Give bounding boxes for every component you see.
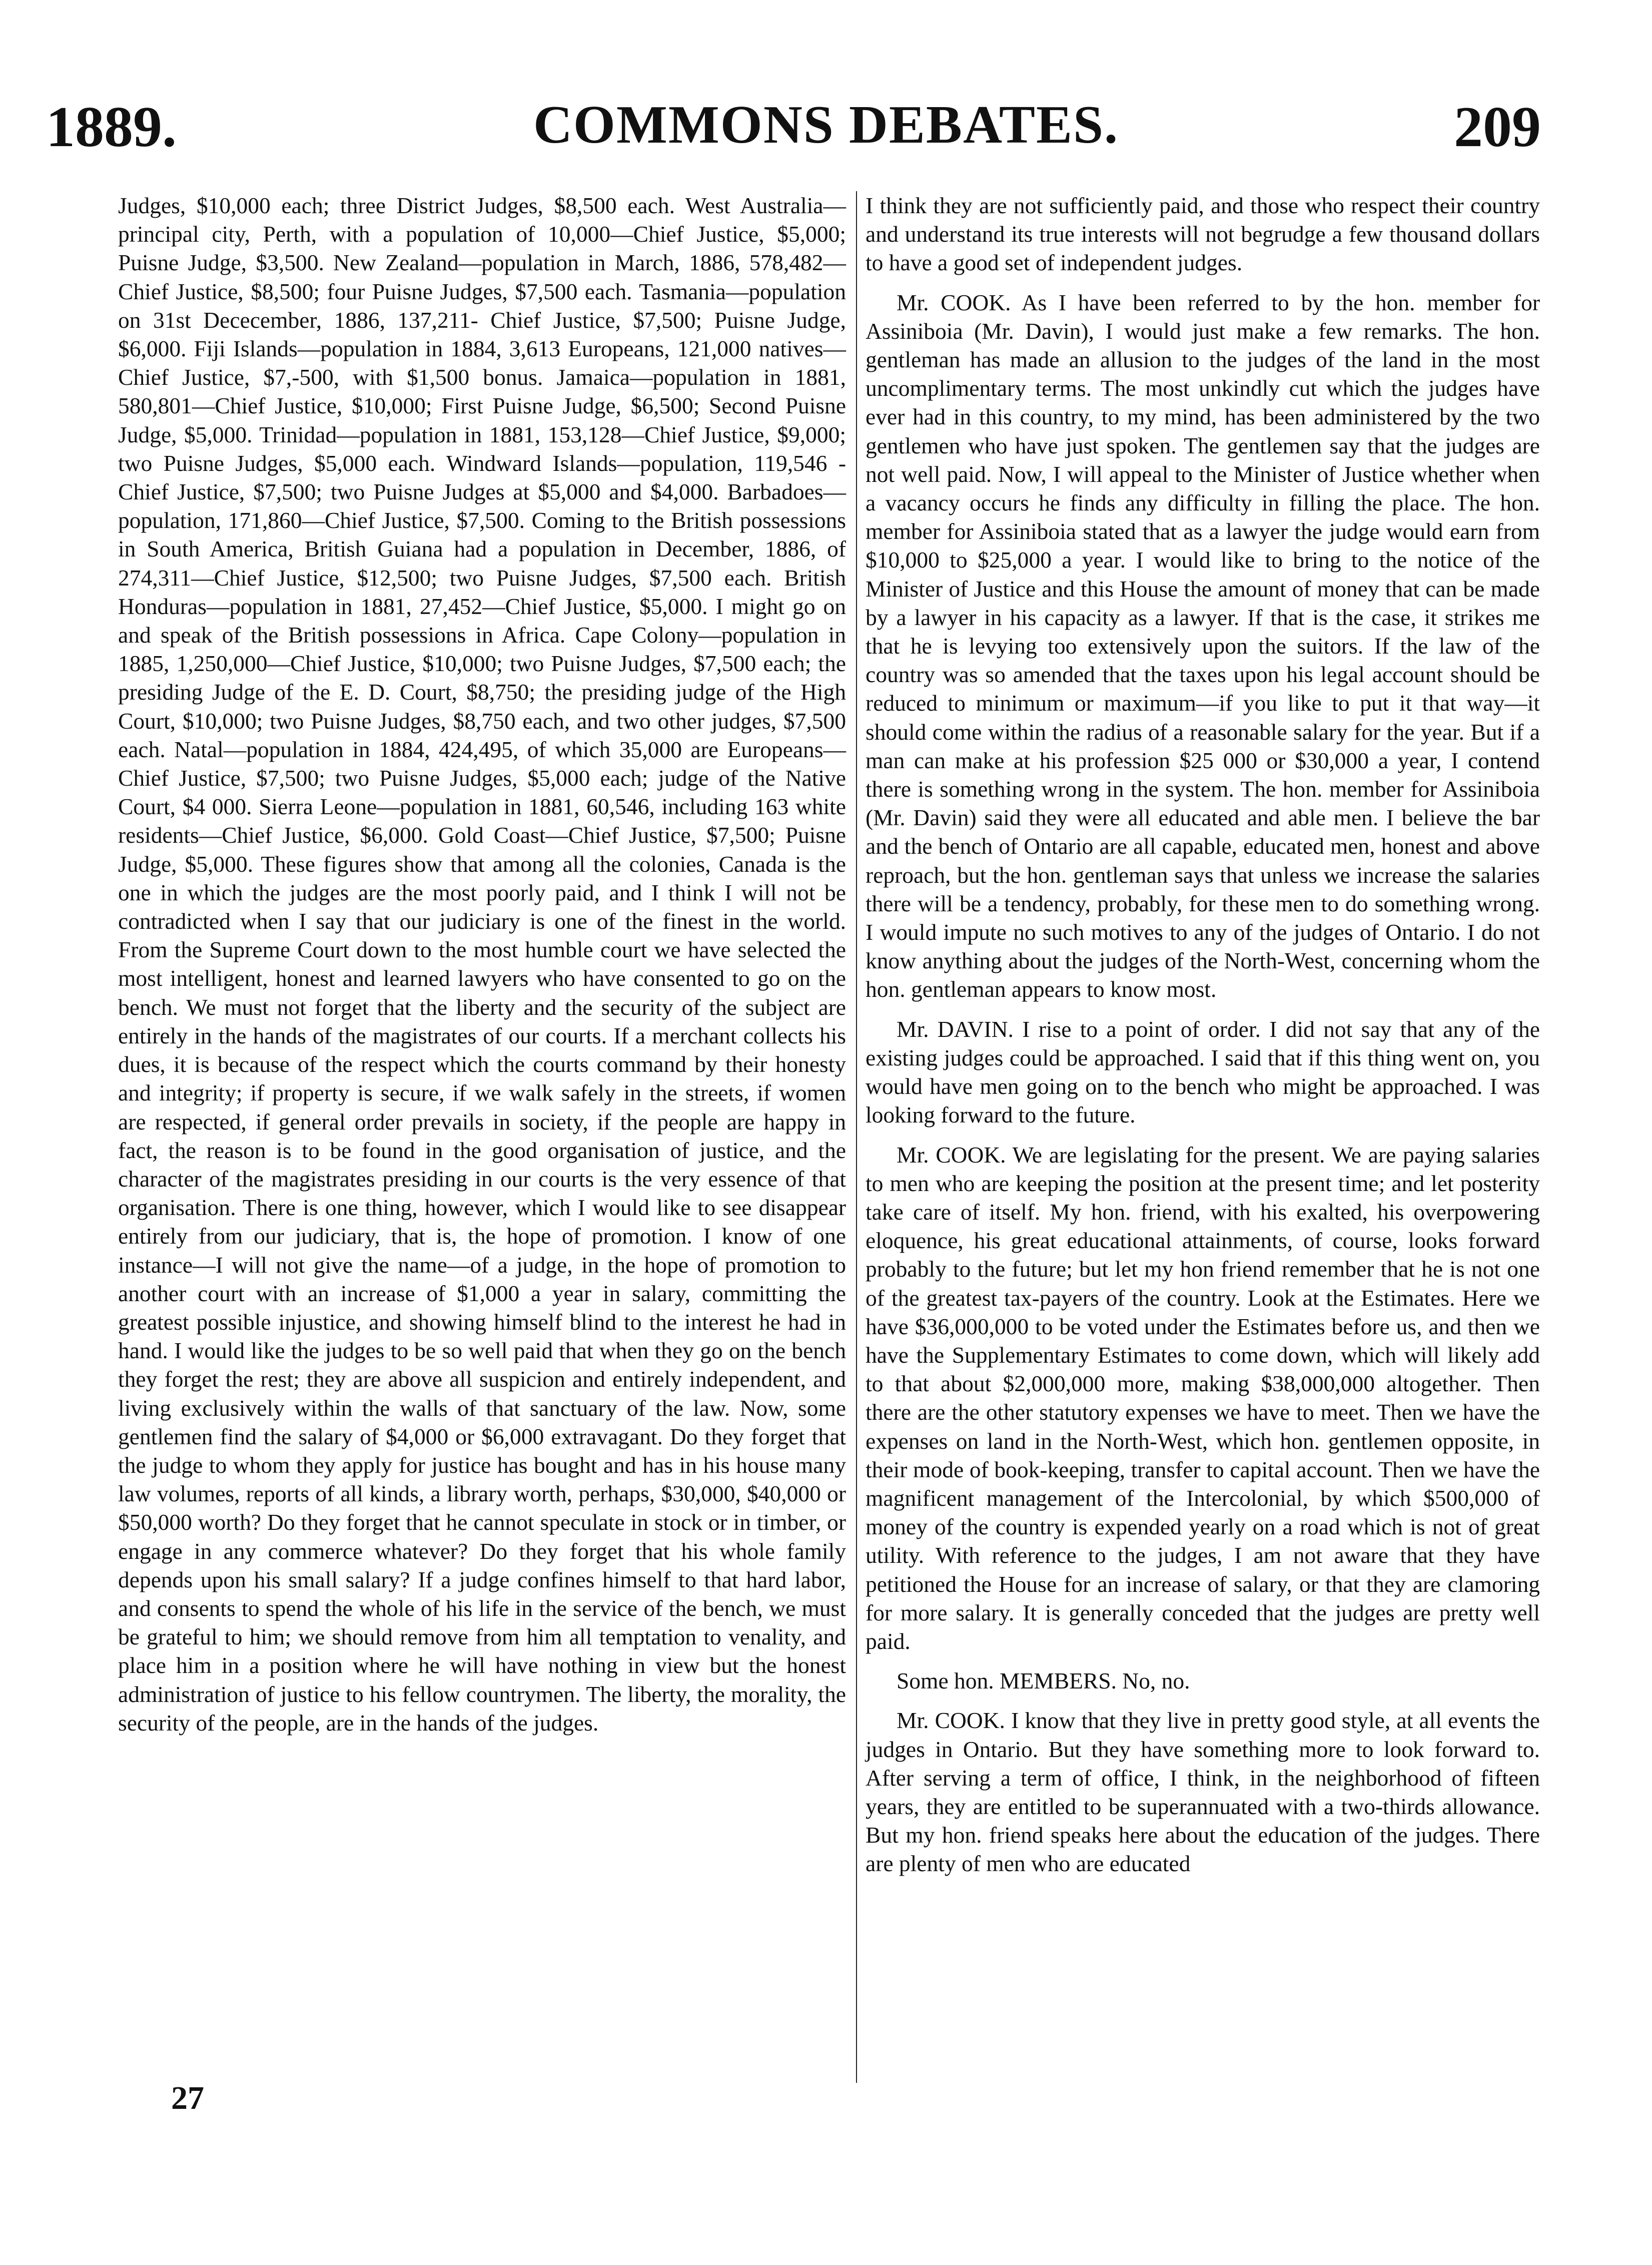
header-page-number: 209 [1454,95,1541,159]
right-paragraph-continuation: I think they are not sufficiently paid, and those who respect their country and understand its true interests will not begrudge a few thousand dollars to have a good set of independent judges. [866,193,1540,276]
right-column [866,191,1540,1878]
running-head [0,0,1652,180]
header-journal-title: COMMONS DEBATES. [533,95,1119,155]
header-year: 1889. [46,95,177,159]
right-paragraph-members-interjection: Some hon. MEMBERS. No, no. [897,1668,1190,1694]
column-divider [856,191,857,2083]
right-paragraph-davin-point-of-order: Mr. DAVIN. I rise to a point of order. I did not say that any of the existing judges could be approached. I said that if this thing went on, you would have men going on to the bench who might be approached. I was looking forward to the future. [866,1016,1540,1128]
left-column [118,191,846,1737]
left-column-paragraph: Judges, $10,000 each; three District Judges, $8,500 each. West Australia—principal city, Perth, with a population of 10,000—Chief Justice, $5,000; Puisne Judge, $3,500. New Zealand—population in March, 1886, 578,482—Chief Justice, $8,500; four Puisne Judges, $7,500 each. Tasmania—population on 31st Dececember, 1886, 137,211- Chief Justice, $7,500; Puisne Judge, $6,000. Fiji Islands—population in 1884, 3,613 Europeans, 121,000 natives—Chief Justice, $7,-500, with $1,500 bonus. Jamaica—population in 1881, 580,801—Chief Justice, $10,000; First Puisne Judge, $6,500; Second Puisne Judge, $5,000. Trinidad—population in 1881, 153,128—Chief Justice, $9,000; two Puisne Judges, $5,000 each. Windward Islands—population, 119,546 - Chief Justice, $7,500; two Puisne Judges at $5,000 and $4,000. Barbadoes—population, 171,860—Chief Justice, $7,500. Coming to the British possessions in South America, British Guiana had a population in December, 1886, of 274,311—Chief Justice, $12,500; two Puisne Judges, $7,500 each. British Honduras—population in 1881, 27,452—Chief Justice, $5,000. I might go on and speak of the British possessions in Africa. Cape Colony—population in 1885, 1,250,000—Chief Justice, $10,000; two Puisne Judges, $7,500 each; the presiding Judge of the E. D. Court, $8,750; the presiding judge of the High Court, $10,000; two Puisne Judges, $8,750 each, and two other judges, $7,500 each. Natal—population in 1884, 424,495, of which 35,000 are Europeans—Chief Justice, $7,500; two Puisne Judges, $5,000 each; judge of the Native Court, $4 000. Sierra Leone—population in 1881, 60,546, including 163 white residents—Chief Justice, $6,000. Gold Coast—Chief Justice, $7,500; Puisne Judge, $5,000. These figures show that among all the colonies, Canada is the one in which the judges are the most poorly paid, and I think I will not be contradicted when I say that our judiciary is one of the finest in the world. From the Supreme Court down to the most humble court we have selected the most intelligent, honest and learned lawyers who have consented to go on the bench. We must not forget that the liberty and the security of the subject are entirely in the hands of the magistrates of our courts. If a merchant collects his dues, it is because of the respect which the courts command by their honesty and integrity; if property is secure, if we walk safely in the streets, if women are respected, if general order prevails in society, if the people are happy in fact, the reason is to be found in the good organisation of justice, and the character of the magistrates presiding in our courts is the very essence of that organisation. There is one thing, however, which I would like to see disappear entirely from our judiciary, that is, the hope of promotion. I know of one instance—I will not give the name—of a judge, in the hope of promotion to another court with an increase of $1,000 a year in salary, committing the greatest possible injustice, and showing himself blind to the interest he had in hand. I would like the judges to be so well paid that when they go on the bench they forget the rest; they are above all suspicion and entirely independent, and living exclusively within the walls of that sanctuary of the law. Now, some gentlemen find the salary of $4,000 or $6,000 extravagant. Do they forget that the judge to whom they apply for justice has bought and has in his house many law volumes, reports of all kinds, a library worth, perhaps, $30,000, $40,000 or $50,000 worth? Do they forget that he cannot speculate in stock or in timber, or engage in any commerce whatever? Do they forget that his whole family depends upon his small salary? If a judge confines himself to that hard labor, and consents to spend the whole of his life in the service of the bench, we must be grateful to him; we should remove from him all temptation to venality, and place him in a position where he will have nothing in view but the honest administration of justice to his fellow countrymen. The liberty, the morality, the security of the people, are in the hands of the judges. [118,193,846,1736]
right-paragraph-cook-continues: Mr. COOK. I know that they live in pretty good style, at all events the judges in Ontario. But they have something more to look forward to. After serving a term of office, I think, in the neighborhood of fifteen years, they are entitled to be superannuated with a two-thirds allowance. But my hon. friend speaks here about the education of the judges. There are plenty of men who are educated [866,1708,1540,1877]
right-paragraph-cook-reply: Mr. COOK. We are legislating for the present. We are paying salaries to men who are keeping the position at the present time; and let posterity take care of itself. My hon. friend, with his exalted, his overpowering eloquence, his great educational attainments, of course, looks forward probably to the future; but let my hon friend remember that he is not one of the greatest tax-payers of the country. Look at the Estimates. Here we have $36,000,000 to be voted under the Estimates before us, and then we have the Supplementary Estimates to come down, which will likely add to that about $2,000,000 more, making $38,000,000 altogether. Then there are the other statutory expenses we have to meet. Then we have the expenses on land in the North-West, which hon. gentlemen opposite, in their mode of book-keeping, transfer to capital account. Then we have the magnificent management of the Intercolonial, by which $500,000 of money of the country is expended yearly on a road which is not of great utility. With reference to the judges, I am not aware that they have petitioned the House for an increase of salary, or that they are clamoring for more salary. It is generally conceded that the judges are pretty well paid. [866,1142,1540,1654]
printer-signature-mark: 27 [171,2080,204,2116]
right-paragraph-cook-speech: Mr. COOK. As I have been referred to by the hon. member for Assiniboia (Mr. Davin), I would just make a few remarks. The hon. gentleman has made an allusion to the judges of the land in the most uncomplimentary terms. The most unkindly cut which the judges have ever had in this country, to my mind, has been administered by the two gentlemen who have just spoken. The gentlemen say that the judges are not well paid. Now, I will appeal to the Minister of Justice whether when a vacancy occurs he finds any difficulty in filling the place. The hon. member for Assiniboia stated that as a lawyer the judge would earn from $10,000 to $25,000 a year. I would like to bring to the notice of the Minister of Justice and this House the amount of money that can be made by a lawyer in his capacity as a lawyer. If that is the case, it strikes me that he is levying too extensively upon the suitors. If the law of the country was so amended that the taxes upon his legal account should be reduced to minimum or maximum—if you like to put it that way—it should come within the radius of a reasonable salary for the year. But if a man can make at his profession $25 000 or $30,000 a year, I contend there is something wrong in the system. The hon. member for Assiniboia (Mr. Davin) said they were all educated and able men. I believe the bar and the bench of Ontario are all capable, educated men, honest and above reproach, but the hon. gentleman says that unless we increase the salaries there will be a tendency, probably, for these men to do something wrong. I would impute no such motives to any of the judges of Ontario. I do not know anything about the judges of the North-West, concerning whom the hon. gentleman appears to know most. [866,289,1540,1002]
